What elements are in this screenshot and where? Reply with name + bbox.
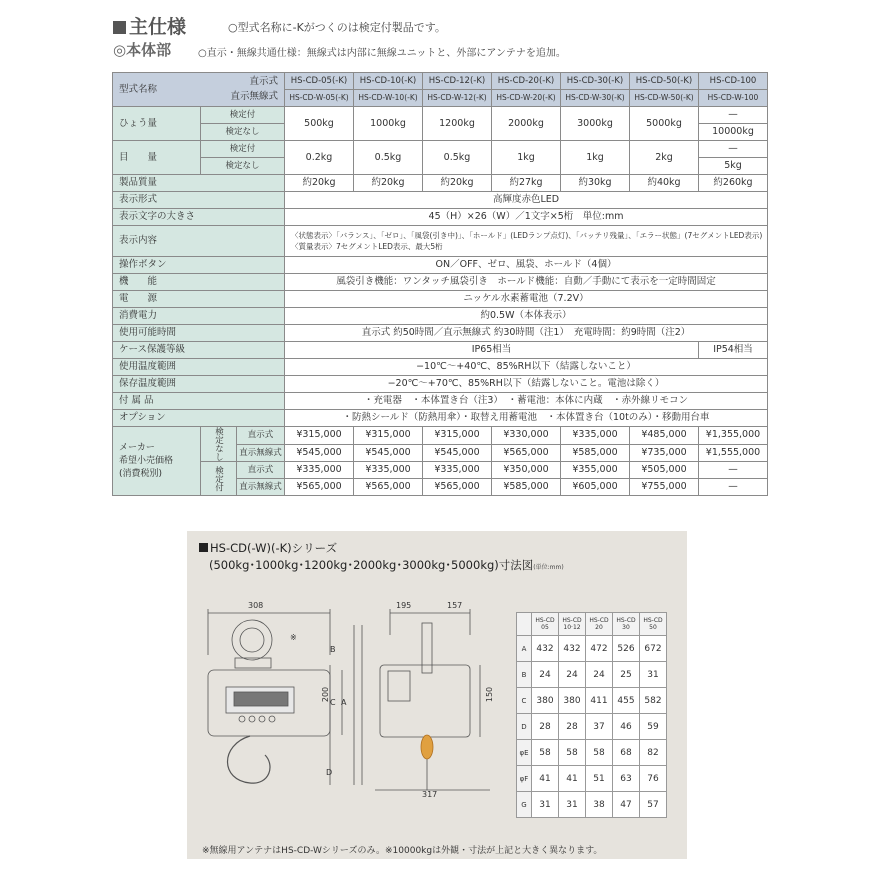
price-value: ¥565,000: [423, 479, 492, 496]
dim-row: [517, 636, 667, 662]
dimension-table: [516, 612, 667, 818]
dim-d: D: [326, 768, 333, 777]
dim-value: 57: [640, 792, 667, 818]
dim-header: HS-CD 50: [640, 613, 667, 636]
price-value: ¥350,000: [492, 462, 561, 479]
dim-157: 157: [447, 601, 463, 610]
function-label: 機 能: [113, 274, 285, 291]
division-value: 1kg: [561, 141, 630, 175]
bottom-hook: [228, 736, 271, 783]
mass-value: 約20kg: [423, 175, 492, 192]
division-100-nocert: 5kg: [699, 158, 768, 175]
dim-value: 672: [640, 636, 667, 662]
dim-value: 51: [586, 766, 613, 792]
dim-row: [517, 714, 667, 740]
table-row: [113, 462, 768, 479]
table-row: [113, 73, 768, 90]
dim-195: 195: [396, 601, 412, 610]
function-value: 風袋引き機能：ワンタッチ風袋引き ホールド機能：自動／手動にて表示を一定時間固定: [285, 274, 768, 291]
model-wireless: HS-CD-W-10(-K): [354, 90, 423, 107]
model-note: ○型式名称に-Kがつくのは検定付製品です。: [228, 21, 446, 34]
page-title: [113, 12, 186, 39]
table-row: [113, 226, 768, 257]
mass-value: 約20kg: [285, 175, 354, 192]
mass-value: 約30kg: [561, 175, 630, 192]
cert-yes: 検定付: [201, 107, 285, 124]
mass-value: 約27kg: [492, 175, 561, 192]
dim-value: 472: [586, 636, 613, 662]
price-value: ¥1,355,000: [699, 427, 768, 445]
table-row: [113, 209, 768, 226]
char-size-label: 表示文字の大きさ: [113, 209, 285, 226]
protection-value-100: IP54相当: [699, 342, 768, 359]
diagram-title: [199, 540, 337, 556]
side-shackle: [422, 623, 432, 673]
capacity-value: 1200kg: [423, 107, 492, 141]
dim-value: 432: [559, 636, 586, 662]
mass-value: 約20kg: [354, 175, 423, 192]
consumption-label: 消費電力: [113, 308, 285, 325]
division-value: 1kg: [492, 141, 561, 175]
content-line1: 〈状態表示〉「バランス」、「ゼロ」、「風袋(引き中)」、「ホールド」(LEDランプ点灯)、「バッテリ残量」、「エラー状態」(7セグメントLED表示): [291, 231, 763, 240]
options-label: オプション: [113, 410, 285, 427]
hook-ring: [232, 620, 272, 660]
capacity-value: 3000kg: [561, 107, 630, 141]
model-direct: HS-CD-12(-K): [423, 73, 492, 90]
dim-value: 411: [586, 688, 613, 714]
table-row: [113, 192, 768, 209]
dim-value: 58: [586, 740, 613, 766]
capacity-label: ひょう量: [113, 107, 201, 141]
price-type: 直示無線式: [237, 479, 285, 496]
model-label: 型式名称: [119, 84, 158, 95]
dim-value: 24: [586, 662, 613, 688]
type-direct: 直示式: [249, 76, 278, 87]
diagram-series: HS-CD(-W)(-K)シリーズ: [210, 541, 338, 555]
table-row: [113, 107, 768, 124]
dim-a: A: [341, 698, 347, 707]
buttons-label: 操作ボタン: [113, 257, 285, 274]
char-size-value: 45（H）×26（W）／1文字×5桁 単位:mm: [285, 209, 768, 226]
dim-value: 24: [532, 662, 559, 688]
division-value: 0.5kg: [354, 141, 423, 175]
dim-value: 41: [559, 766, 586, 792]
cert-no: 検定なし: [201, 124, 285, 141]
mass-value: 約260kg: [699, 175, 768, 192]
price-type: 直示無線式: [237, 444, 285, 462]
accessories-value: ・充電器 ・本体置き台（注3） ・蓄電池：本体に内蔵 ・赤外線リモコン: [285, 393, 768, 410]
price-value: ¥335,000: [561, 427, 630, 445]
price-value: ¥565,000: [285, 479, 354, 496]
table-row: [113, 274, 768, 291]
antenna-mark: ※: [290, 633, 297, 642]
dim-value: 68: [613, 740, 640, 766]
section-note: ○直示・無線共通仕様：無線式は内部に無線ユニットと、外部にアンテナを追加。: [198, 48, 566, 59]
model-direct: HS-CD-50(-K): [630, 73, 699, 90]
price-value: ¥585,000: [561, 444, 630, 462]
storage-temp-value: −20℃〜+70℃、85%RH以下（結露しないこと。電池は除く）: [285, 376, 768, 393]
model-wireless: HS-CD-W-12(-K): [423, 90, 492, 107]
table-row: [113, 342, 768, 359]
price-value: ¥605,000: [561, 479, 630, 496]
display-value: 高輝度赤色LED: [285, 192, 768, 209]
dim-value: 28: [532, 714, 559, 740]
capacity-100-cert: —: [699, 107, 768, 124]
dim-value: 82: [640, 740, 667, 766]
dim-value: 582: [640, 688, 667, 714]
price-value: ¥565,000: [492, 444, 561, 462]
dim-value: 38: [586, 792, 613, 818]
capacity-100-nocert: 10000kg: [699, 124, 768, 141]
dim-c: C: [330, 698, 336, 707]
capacity-value: 2000kg: [492, 107, 561, 141]
price-value: ¥315,000: [285, 427, 354, 445]
price-label-line: 希望小売価格: [119, 455, 174, 466]
power-label: 電 源: [113, 291, 285, 308]
division-label: 目 量: [113, 141, 201, 175]
dim-header: HS-CD 30: [613, 613, 640, 636]
table-row: [113, 257, 768, 274]
capacity-value: 500kg: [285, 107, 354, 141]
model-direct: HS-CD-100: [699, 73, 768, 90]
dim-value: 58: [559, 740, 586, 766]
table-row: [113, 393, 768, 410]
display-label: 表示形式: [113, 192, 285, 209]
table-row: [113, 325, 768, 342]
op-temp-value: −10℃〜+40℃、85%RH以下（結露しないこと）: [285, 359, 768, 376]
main-spec-heading: 主仕様: [129, 16, 187, 38]
price-value: —: [699, 479, 768, 496]
capacity-value: 5000kg: [630, 107, 699, 141]
dim-value: 31: [559, 792, 586, 818]
dim-key: φF: [517, 766, 532, 792]
price-value: ¥545,000: [354, 444, 423, 462]
dim-b: B: [330, 645, 336, 654]
protection-value: IP65相当: [285, 342, 699, 359]
dim-key: G: [517, 792, 532, 818]
dim-308: 308: [248, 601, 264, 610]
dim-value: 380: [532, 688, 559, 714]
price-value: ¥755,000: [630, 479, 699, 496]
price-value: ¥505,000: [630, 462, 699, 479]
dim-row: [517, 792, 667, 818]
usage-time-label: 使用可能時間: [113, 325, 285, 342]
table-row: [113, 376, 768, 393]
dim-value: 25: [613, 662, 640, 688]
dim-value: 58: [532, 740, 559, 766]
table-row: [113, 410, 768, 427]
dim-key: A: [517, 636, 532, 662]
price-type: 直示式: [237, 462, 285, 479]
dim-value: 41: [532, 766, 559, 792]
division-value: 0.2kg: [285, 141, 354, 175]
dim-key: C: [517, 688, 532, 714]
dim-317: 317: [422, 790, 438, 799]
model-header: [113, 73, 285, 107]
dim-key: B: [517, 662, 532, 688]
table-row: [113, 427, 768, 445]
dim-value: 59: [640, 714, 667, 740]
dim-150: 150: [485, 686, 495, 703]
dim-row: [517, 688, 667, 714]
dim-row: [517, 766, 667, 792]
dim-header: HS-CD 10·12: [559, 613, 586, 636]
dim-value: 28: [559, 714, 586, 740]
division-value: 2kg: [630, 141, 699, 175]
dim-value: 526: [613, 636, 640, 662]
accessories-label: 付 属 品: [113, 393, 285, 410]
dim-value: 63: [613, 766, 640, 792]
spec-table: [112, 72, 768, 496]
dim-value: 76: [640, 766, 667, 792]
price-label: [113, 427, 201, 496]
model-wireless: HS-CD-W-30(-K): [561, 90, 630, 107]
model-wireless: HS-CD-W-05(-K): [285, 90, 354, 107]
dim-value: 24: [559, 662, 586, 688]
power-value: ニッケル水素蓄電池（7.2V）: [285, 291, 768, 308]
content-value: [285, 226, 768, 257]
price-value: ¥545,000: [285, 444, 354, 462]
dim-key: D: [517, 714, 532, 740]
capacity-value: 1000kg: [354, 107, 423, 141]
price-value: ¥335,000: [285, 462, 354, 479]
unit-label: (単位:mm): [533, 564, 564, 571]
price-type: 直示式: [237, 427, 285, 445]
price-value: ¥735,000: [630, 444, 699, 462]
price-value: ¥1,555,000: [699, 444, 768, 462]
dim-header: HS-CD 05: [532, 613, 559, 636]
op-temp-label: 使用温度範囲: [113, 359, 285, 376]
model-direct: HS-CD-10(-K): [354, 73, 423, 90]
square-bullet-icon: [113, 21, 126, 34]
type-wireless: 直示無線式: [230, 91, 278, 102]
price-value: ¥355,000: [561, 462, 630, 479]
dim-value: 432: [532, 636, 559, 662]
type-labels: [230, 74, 284, 104]
diagram-capacities: (500kg･1000kg･1200kg･2000kg･3000kg･5000kg)寸法図: [209, 558, 534, 572]
price-group: [201, 427, 237, 462]
consumption-value: 約0.5W（本体表示）: [285, 308, 768, 325]
price-value: ¥585,000: [492, 479, 561, 496]
content-line2: 〈質量表示〉7セグメントLED表示、最大5桁: [291, 242, 443, 251]
dim-value: 31: [640, 662, 667, 688]
table-row: [113, 291, 768, 308]
square-bullet-icon: [199, 543, 208, 552]
options-value: ・防熱シールド（防熱用傘）・取替え用蓄電池 ・本体置き台（10tのみ）・移動用台車: [285, 410, 768, 427]
price-value: ¥545,000: [423, 444, 492, 462]
mass-value: 約40kg: [630, 175, 699, 192]
price-value: —: [699, 462, 768, 479]
price-value: ¥315,000: [423, 427, 492, 445]
model-wireless: HS-CD-W-20(-K): [492, 90, 561, 107]
dim-value: 455: [613, 688, 640, 714]
storage-temp-label: 保存温度範囲: [113, 376, 285, 393]
cert-yes: 検定付: [201, 141, 285, 158]
dim-value: 47: [613, 792, 640, 818]
dim-value: 31: [532, 792, 559, 818]
price-group-label: 検定なし: [213, 427, 224, 461]
dim-corner: [517, 613, 532, 636]
table-row: [113, 141, 768, 158]
dim-value: 46: [613, 714, 640, 740]
price-label-line: (消費税別): [119, 468, 163, 479]
cert-no: 検定なし: [201, 158, 285, 175]
protection-label: ケース保護等級: [113, 342, 285, 359]
dim-value: 380: [559, 688, 586, 714]
price-label-line: メーカー: [119, 442, 155, 453]
diagram-subtitle: [209, 557, 564, 573]
price-value: ¥565,000: [354, 479, 423, 496]
price-value: ¥335,000: [423, 462, 492, 479]
usage-time-value: 直示式 約50時間／直示無線式 約30時間（注1） 充電時間：約9時間（注2）: [285, 325, 768, 342]
dim-value: 37: [586, 714, 613, 740]
content-label: 表示内容: [113, 226, 285, 257]
table-row: [113, 308, 768, 325]
model-direct: HS-CD-05(-K): [285, 73, 354, 90]
division-100-cert: —: [699, 141, 768, 158]
price-value: ¥335,000: [354, 462, 423, 479]
price-value: ¥485,000: [630, 427, 699, 445]
price-value: ¥315,000: [354, 427, 423, 445]
price-value: ¥330,000: [492, 427, 561, 445]
dim-row: [517, 662, 667, 688]
model-direct: HS-CD-30(-K): [561, 73, 630, 90]
dim-header: HS-CD 20: [586, 613, 613, 636]
table-row: [113, 359, 768, 376]
dim-200: 200: [321, 686, 331, 703]
dim-key: φE: [517, 740, 532, 766]
price-group: [201, 462, 237, 496]
buttons-value: ON／OFF、ゼロ、風袋、ホールド（4個）: [285, 257, 768, 274]
table-row: [113, 175, 768, 192]
model-wireless: HS-CD-W-100: [699, 90, 768, 107]
dim-header-row: [517, 613, 667, 636]
dim-row: [517, 740, 667, 766]
diagram-note: ※無線用アンテナはHS-CD-Wシリーズのみ。※10000kgは外観・寸法が上記と大きく異なります。: [202, 846, 603, 856]
division-value: 0.5kg: [423, 141, 492, 175]
dimension-drawing: [190, 595, 510, 800]
model-direct: HS-CD-20(-K): [492, 73, 561, 90]
mass-label: 製品質量: [113, 175, 285, 192]
price-group-label: 検定付: [213, 465, 224, 492]
section-title: ◎本体部: [113, 41, 172, 59]
model-wireless: HS-CD-W-50(-K): [630, 90, 699, 107]
